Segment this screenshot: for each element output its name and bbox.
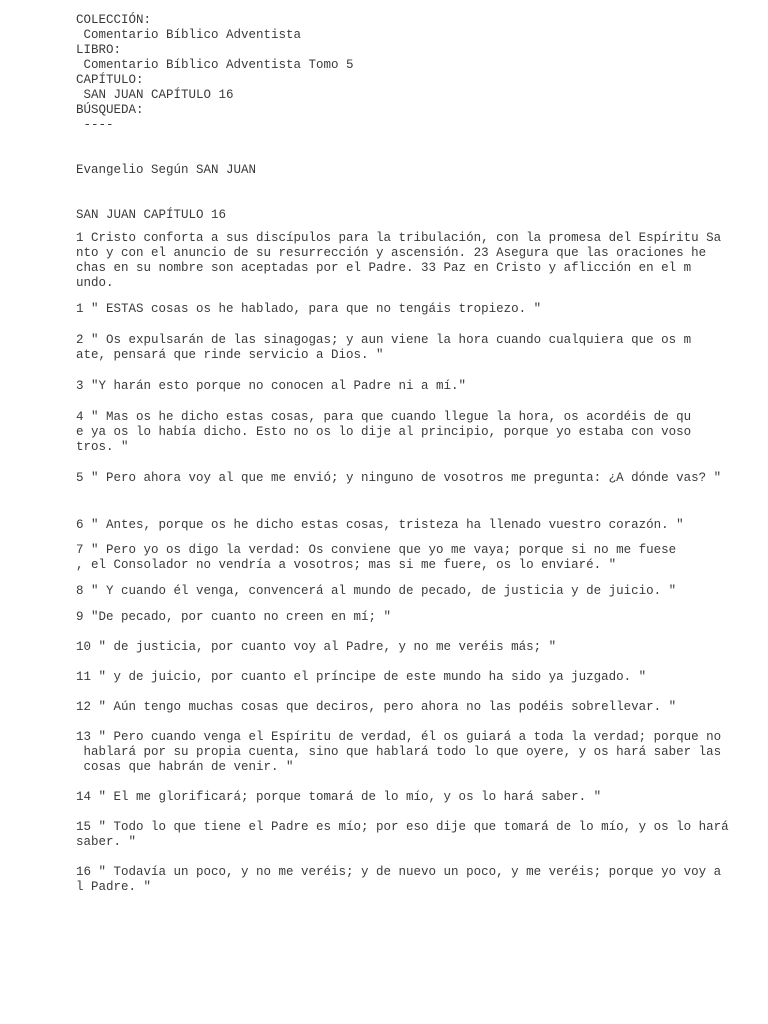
verse-6 xyxy=(76,518,756,533)
verse-line: 15 " Todo lo que tiene el Padre es mío; por eso dije que tomará de lo mío, y os lo hará xyxy=(76,820,729,834)
capitulo-value: SAN JUAN CAPÍTULO 16 xyxy=(76,88,234,102)
verse-9 xyxy=(76,610,756,625)
chapter-summary xyxy=(76,231,756,291)
verse-13 xyxy=(76,730,756,775)
verse-line: hablará por su propia cuenta, sino que hablará todo lo que oyere, y os hará saber las xyxy=(76,745,722,759)
document-page xyxy=(76,13,756,895)
verse-line: 6 " Antes, porque os he dicho estas cosas, tristeza ha llenado vuestro corazón. " xyxy=(76,518,684,532)
verse-line: 10 " de justicia, por cuanto voy al Padre, y no me veréis más; " xyxy=(76,640,557,654)
gospel-heading: Evangelio Según SAN JUAN xyxy=(76,163,257,177)
verse-line: 5 " Pero ahora voy al que me envió; y ninguno de vosotros me pregunta: ¿A dónde vas? " xyxy=(76,471,722,485)
busqueda-value: ---- xyxy=(76,118,114,132)
verse-line: ate, pensará que rinde servicio a Dios. " xyxy=(76,348,384,362)
verse-line: e ya os lo había dicho. Esto no os lo dije al principio, porque yo estaba con voso xyxy=(76,425,692,439)
verse-3 xyxy=(76,379,756,394)
verse-line: 11 " y de juicio, por cuanto el príncipe de este mundo ha sido ya juzgado. " xyxy=(76,670,647,684)
summary-line: nto y con el anuncio de su resurrección y ascensión. 23 Asegura que las oraciones he xyxy=(76,246,707,260)
verse-16 xyxy=(76,865,756,895)
verse-line: 1 " ESTAS cosas os he hablado, para que no tengáis tropiezo. " xyxy=(76,302,542,316)
verse-2 xyxy=(76,333,756,363)
verse-8 xyxy=(76,584,756,599)
verse-line: tros. " xyxy=(76,440,129,454)
verse-12 xyxy=(76,700,756,715)
verse-1 xyxy=(76,302,756,317)
chapter-title: SAN JUAN CAPÍTULO 16 xyxy=(76,208,227,222)
verse-7 xyxy=(76,543,756,573)
verse-15 xyxy=(76,820,756,850)
summary-line: 1 Cristo conforta a sus discípulos para la tribulación, con la promesa del Espíritu Sa xyxy=(76,231,722,245)
verse-11 xyxy=(76,670,756,685)
verse-line: 7 " Pero yo os digo la verdad: Os conviene que yo me vaya; porque si no me fuese xyxy=(76,543,677,557)
summary-line: undo. xyxy=(76,276,114,290)
busqueda-label: BÚSQUEDA: xyxy=(76,103,144,117)
capitulo-label: CAPÍTULO: xyxy=(76,73,144,87)
coleccion-value: Comentario Bíblico Adventista xyxy=(76,28,302,42)
summary-line: chas en su nombre son aceptadas por el Padre. 33 Paz en Cristo y aflicción en el m xyxy=(76,261,692,275)
libro-value: Comentario Bíblico Adventista Tomo 5 xyxy=(76,58,354,72)
verse-14 xyxy=(76,790,756,805)
verse-line: saber. " xyxy=(76,835,137,849)
libro-label: LIBRO: xyxy=(76,43,122,57)
verse-line: 14 " El me glorificará; porque tomará de lo mío, y os lo hará saber. " xyxy=(76,790,602,804)
verse-list xyxy=(76,302,756,895)
verse-line: 3 "Y harán esto porque no conocen al Padre ni a mí." xyxy=(76,379,467,393)
verse-5 xyxy=(76,471,756,486)
verse-10 xyxy=(76,640,756,655)
metadata-block xyxy=(76,13,756,133)
verse-line: , el Consolador no vendría a vosotros; mas si me fuere, os lo enviaré. " xyxy=(76,558,617,572)
verse-line: cosas que habrán de venir. " xyxy=(76,760,294,774)
verse-line: 8 " Y cuando él venga, convencerá al mundo de pecado, de justicia y de juicio. " xyxy=(76,584,677,598)
verse-line: 4 " Mas os he dicho estas cosas, para que cuando llegue la hora, os acordéis de qu xyxy=(76,410,692,424)
verse-line: 13 " Pero cuando venga el Espíritu de verdad, él os guiará a toda la verdad; porque no xyxy=(76,730,722,744)
verse-line: 2 " Os expulsarán de las sinagogas; y aun viene la hora cuando cualquiera que os m xyxy=(76,333,692,347)
verse-line: 9 "De pecado, por cuanto no creen en mí; " xyxy=(76,610,392,624)
verse-line: 16 " Todavía un poco, y no me veréis; y de nuevo un poco, y me veréis; porque yo voy a xyxy=(76,865,722,879)
verse-4 xyxy=(76,410,756,455)
verse-line: 12 " Aún tengo muchas cosas que deciros, pero ahora no las podéis sobrellevar. " xyxy=(76,700,677,714)
verse-line: l Padre. " xyxy=(76,880,152,894)
coleccion-label: COLECCIÓN: xyxy=(76,13,152,27)
